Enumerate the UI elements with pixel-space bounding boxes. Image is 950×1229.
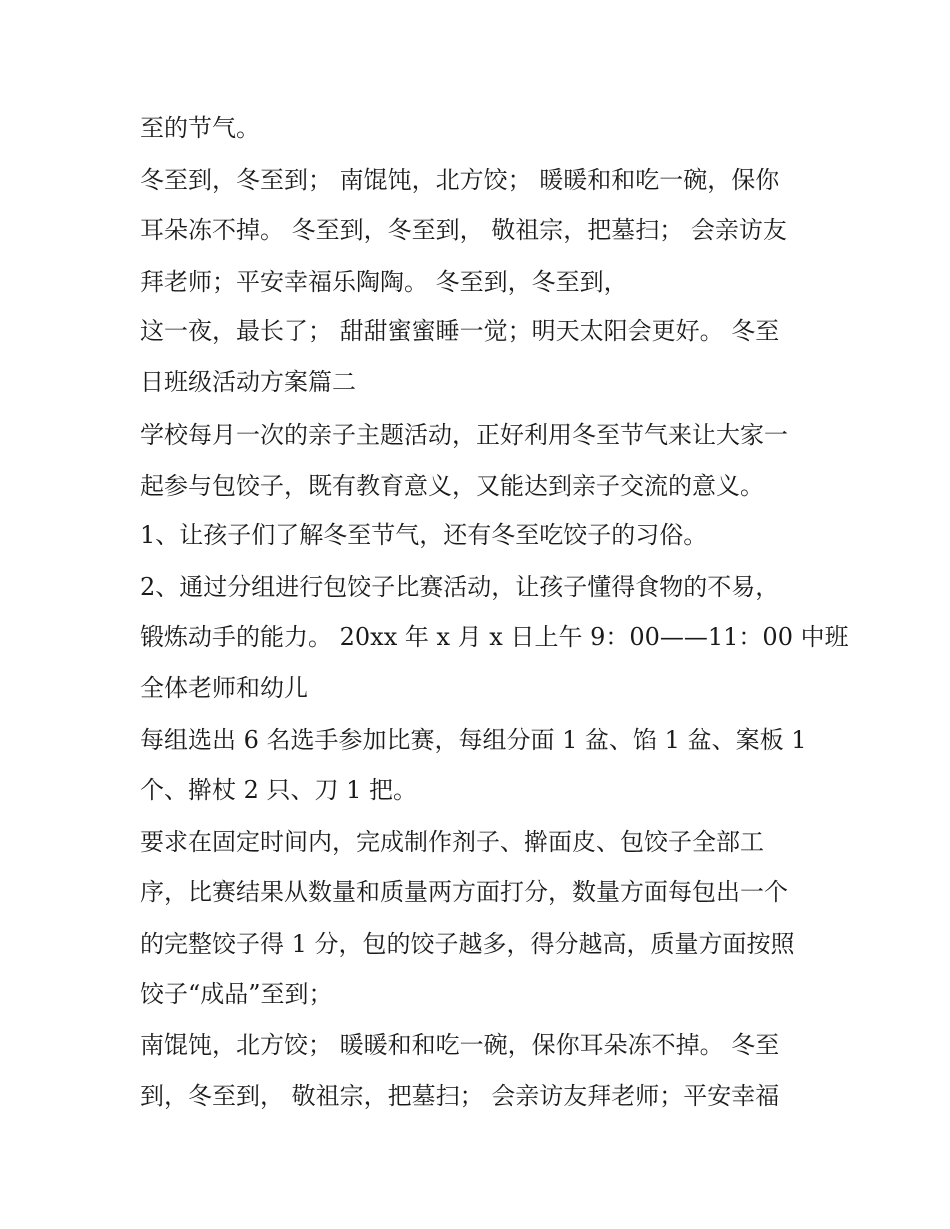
text-line: 的完整饺子得 1 分，包的饺子越多，得分越高，质量方面按照 <box>140 930 795 958</box>
list-item: 1、让孩子们了解冬至节气，还有冬至吃饺子的习俗。 <box>140 521 708 549</box>
text-line: 要求在固定时间内，完成制作剂子、擀面皮、包饺子全部工 <box>140 828 764 856</box>
text-line: 拜老师；平安幸福乐陶陶。 冬至到，冬至到， <box>140 268 628 296</box>
list-item: 2、通过分组进行包饺子比赛活动，让孩子懂得食物的不易， <box>140 573 780 601</box>
text-line: 饺子“成品”至到； <box>140 980 333 1008</box>
text-line: 耳朵冻不掉。 冬至到，冬至到， 敬祖宗，把墓扫； 会亲访友 <box>140 216 787 244</box>
text-line: 这一夜，最长了； 甜甜蜜蜜睡一觉；明天太阳会更好。 冬至 <box>140 317 780 345</box>
text-line: 起参与包饺子，既有教育意义，又能达到亲子交流的意义。 <box>140 472 764 500</box>
text-line: 学校每月一次的亲子主题活动，正好利用冬至节气来让大家一 <box>140 421 788 449</box>
text-line: 个、擀杖 2 只、刀 1 把。 <box>140 776 418 804</box>
text-line: 锻炼动手的能力。 20xx 年 x 月 x 日上午 9：00——11：00 中班 <box>140 623 849 651</box>
text-line: 全体老师和幼儿 <box>140 674 308 702</box>
text-line: 南馄饨，北方饺； 暖暖和和吃一碗，保你耳朵冻不掉。 冬至 <box>140 1031 780 1059</box>
section-heading: 日班级活动方案篇二 <box>140 368 356 396</box>
text-line: 序，比赛结果从数量和质量两方面打分，数量方面每包出一个 <box>140 878 788 906</box>
text-line: 冬至到，冬至到； 南馄饨，北方饺； 暖暖和和吃一碗，保你 <box>140 166 780 194</box>
text-line: 每组选出 6 名选手参加比赛，每组分面 1 盆、馅 1 盆、案板 1 <box>140 726 807 754</box>
text-line: 到，冬至到， 敬祖宗，把墓扫； 会亲访友拜老师；平安幸福 <box>140 1082 780 1110</box>
text-line: 至的节气。 <box>140 114 260 142</box>
